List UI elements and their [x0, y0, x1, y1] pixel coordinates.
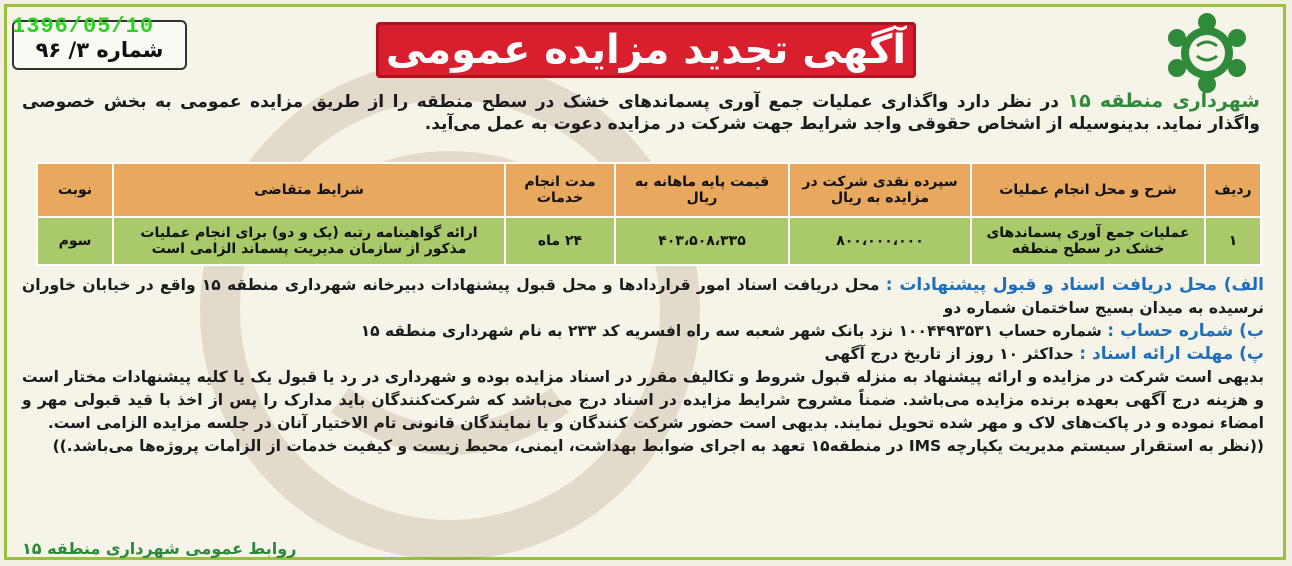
section-p-text: حداکثر ۱۰ روز از تاریخ درج آگهی	[824, 345, 1080, 363]
date-stamp: 1396/05/10	[12, 14, 155, 39]
municipality-logo-icon	[1155, 10, 1260, 96]
page-title: آگهی تجدید مزایده عمومی	[376, 22, 916, 78]
cell-base-price: ۴۰۳،۵۰۸،۳۳۵	[615, 217, 789, 265]
ims-note: ((نظر به استقرار سیستم مدیریت یکپارچه IMS در منطقه۱۵ تعهد به اجرای ضوابط بهداشت، ایمنی، محیط زیست و کیفیت خدمات از الزامات پروژه‌ها می‌باشد.))	[52, 437, 1264, 455]
cell-round: سوم	[37, 217, 113, 265]
cell-description: عملیات جمع آوری پسماندهای خشک در سطح منطقه	[971, 217, 1205, 265]
section-p	[22, 343, 1264, 366]
col-header-duration: مدت انجام خدمات	[505, 163, 615, 217]
terms-body: بدیهی است شرکت در مزایده و ارائه پیشنهاد به منزله قبول شروط و تکالیف مقرر در اسناد مزایده بوده و شهرداری در رد یا قبول یک یا کلیه پیشنهادات مختار است و هزینه درج آگهی بعهده برنده مزایده می‌باشد. ضمناً مشروح شرایط مزایده در اسناد درج می‌باشد که شرکت‌کنندگان باید مدارک را پس از اخذ با قید قبولی مهر و امضاء نموده و در پاکت‌های لاک و مهر شده تحویل نمایند. بدیهی است حضور شرکت کنندگان و یا نمایندگان قانونی تام الاختیار آنان در جلسه مزایده الزامی است.	[22, 368, 1264, 432]
intro-text: در نظر دارد واگذاری عملیات جمع آوری پسماندهای خشک در سطح منطقه را از طریق مزایده عمومی به بخش خصوصی واگذار نماید. بدینوسیله از اشخاص حقوقی واجد شرایط جهت شرکت در مزایده دعوت به عمل می‌آید.	[22, 92, 1260, 134]
cell-deposit: ۸۰۰،۰۰۰،۰۰۰	[789, 217, 971, 265]
section-b-text: شماره حساب ۱۰۰۴۴۹۳۵۳۱ نزد بانک شهر شعبه سه راه افسریه کد ۲۳۳ به نام شهرداری منطقه ۱۵	[360, 322, 1108, 340]
table-header-row	[37, 163, 1261, 217]
intro-paragraph	[22, 90, 1260, 135]
section-a-text: محل دریافت اسناد امور قراردادها و محل قبول پیشنهادات دبیرخانه شهرداری منطقه ۱۵ واقع در خیابان خاوران نرسیده به میدان بسیج ساختمان شماره دو	[22, 276, 1264, 317]
table-row	[37, 217, 1261, 265]
section-p-heading: پ) مهلت ارائه اسناد :	[1079, 344, 1264, 364]
operations-table	[36, 162, 1262, 266]
cell-conditions: ارائه گواهینامه رتبه (یک و دو) برای انجام عملیات مذکور از سازمان مدیریت پسماند الزامی است	[113, 217, 505, 265]
col-header-base-price: قیمت پایه ماهانه به ریال	[615, 163, 789, 217]
terms-sections	[22, 274, 1264, 458]
section-b-heading: ب) شماره حساب :	[1107, 321, 1264, 341]
col-header-deposit: سپرده نقدی شرکت در مزایده به ریال	[789, 163, 971, 217]
cell-row-no: ۱	[1205, 217, 1261, 265]
section-b	[22, 320, 1264, 343]
section-a	[22, 274, 1264, 320]
col-header-description: شرح و محل انجام عملیات	[971, 163, 1205, 217]
section-a-heading: الف) محل دریافت اسناد و قبول پیشنهادات :	[885, 275, 1264, 295]
col-header-round: نوبت	[37, 163, 113, 217]
col-header-row-no: ردیف	[1205, 163, 1261, 217]
intro-lead: شهرداری منطقه ۱۵	[1067, 90, 1260, 112]
cell-duration: ۲۴ ماه	[505, 217, 615, 265]
col-header-conditions: شرایط متقاضی	[113, 163, 505, 217]
footer-signature: روابط عمومی شهرداری منطقه ۱۵	[22, 539, 297, 558]
ad-number: شماره ۳/ ۹۶	[12, 20, 187, 70]
